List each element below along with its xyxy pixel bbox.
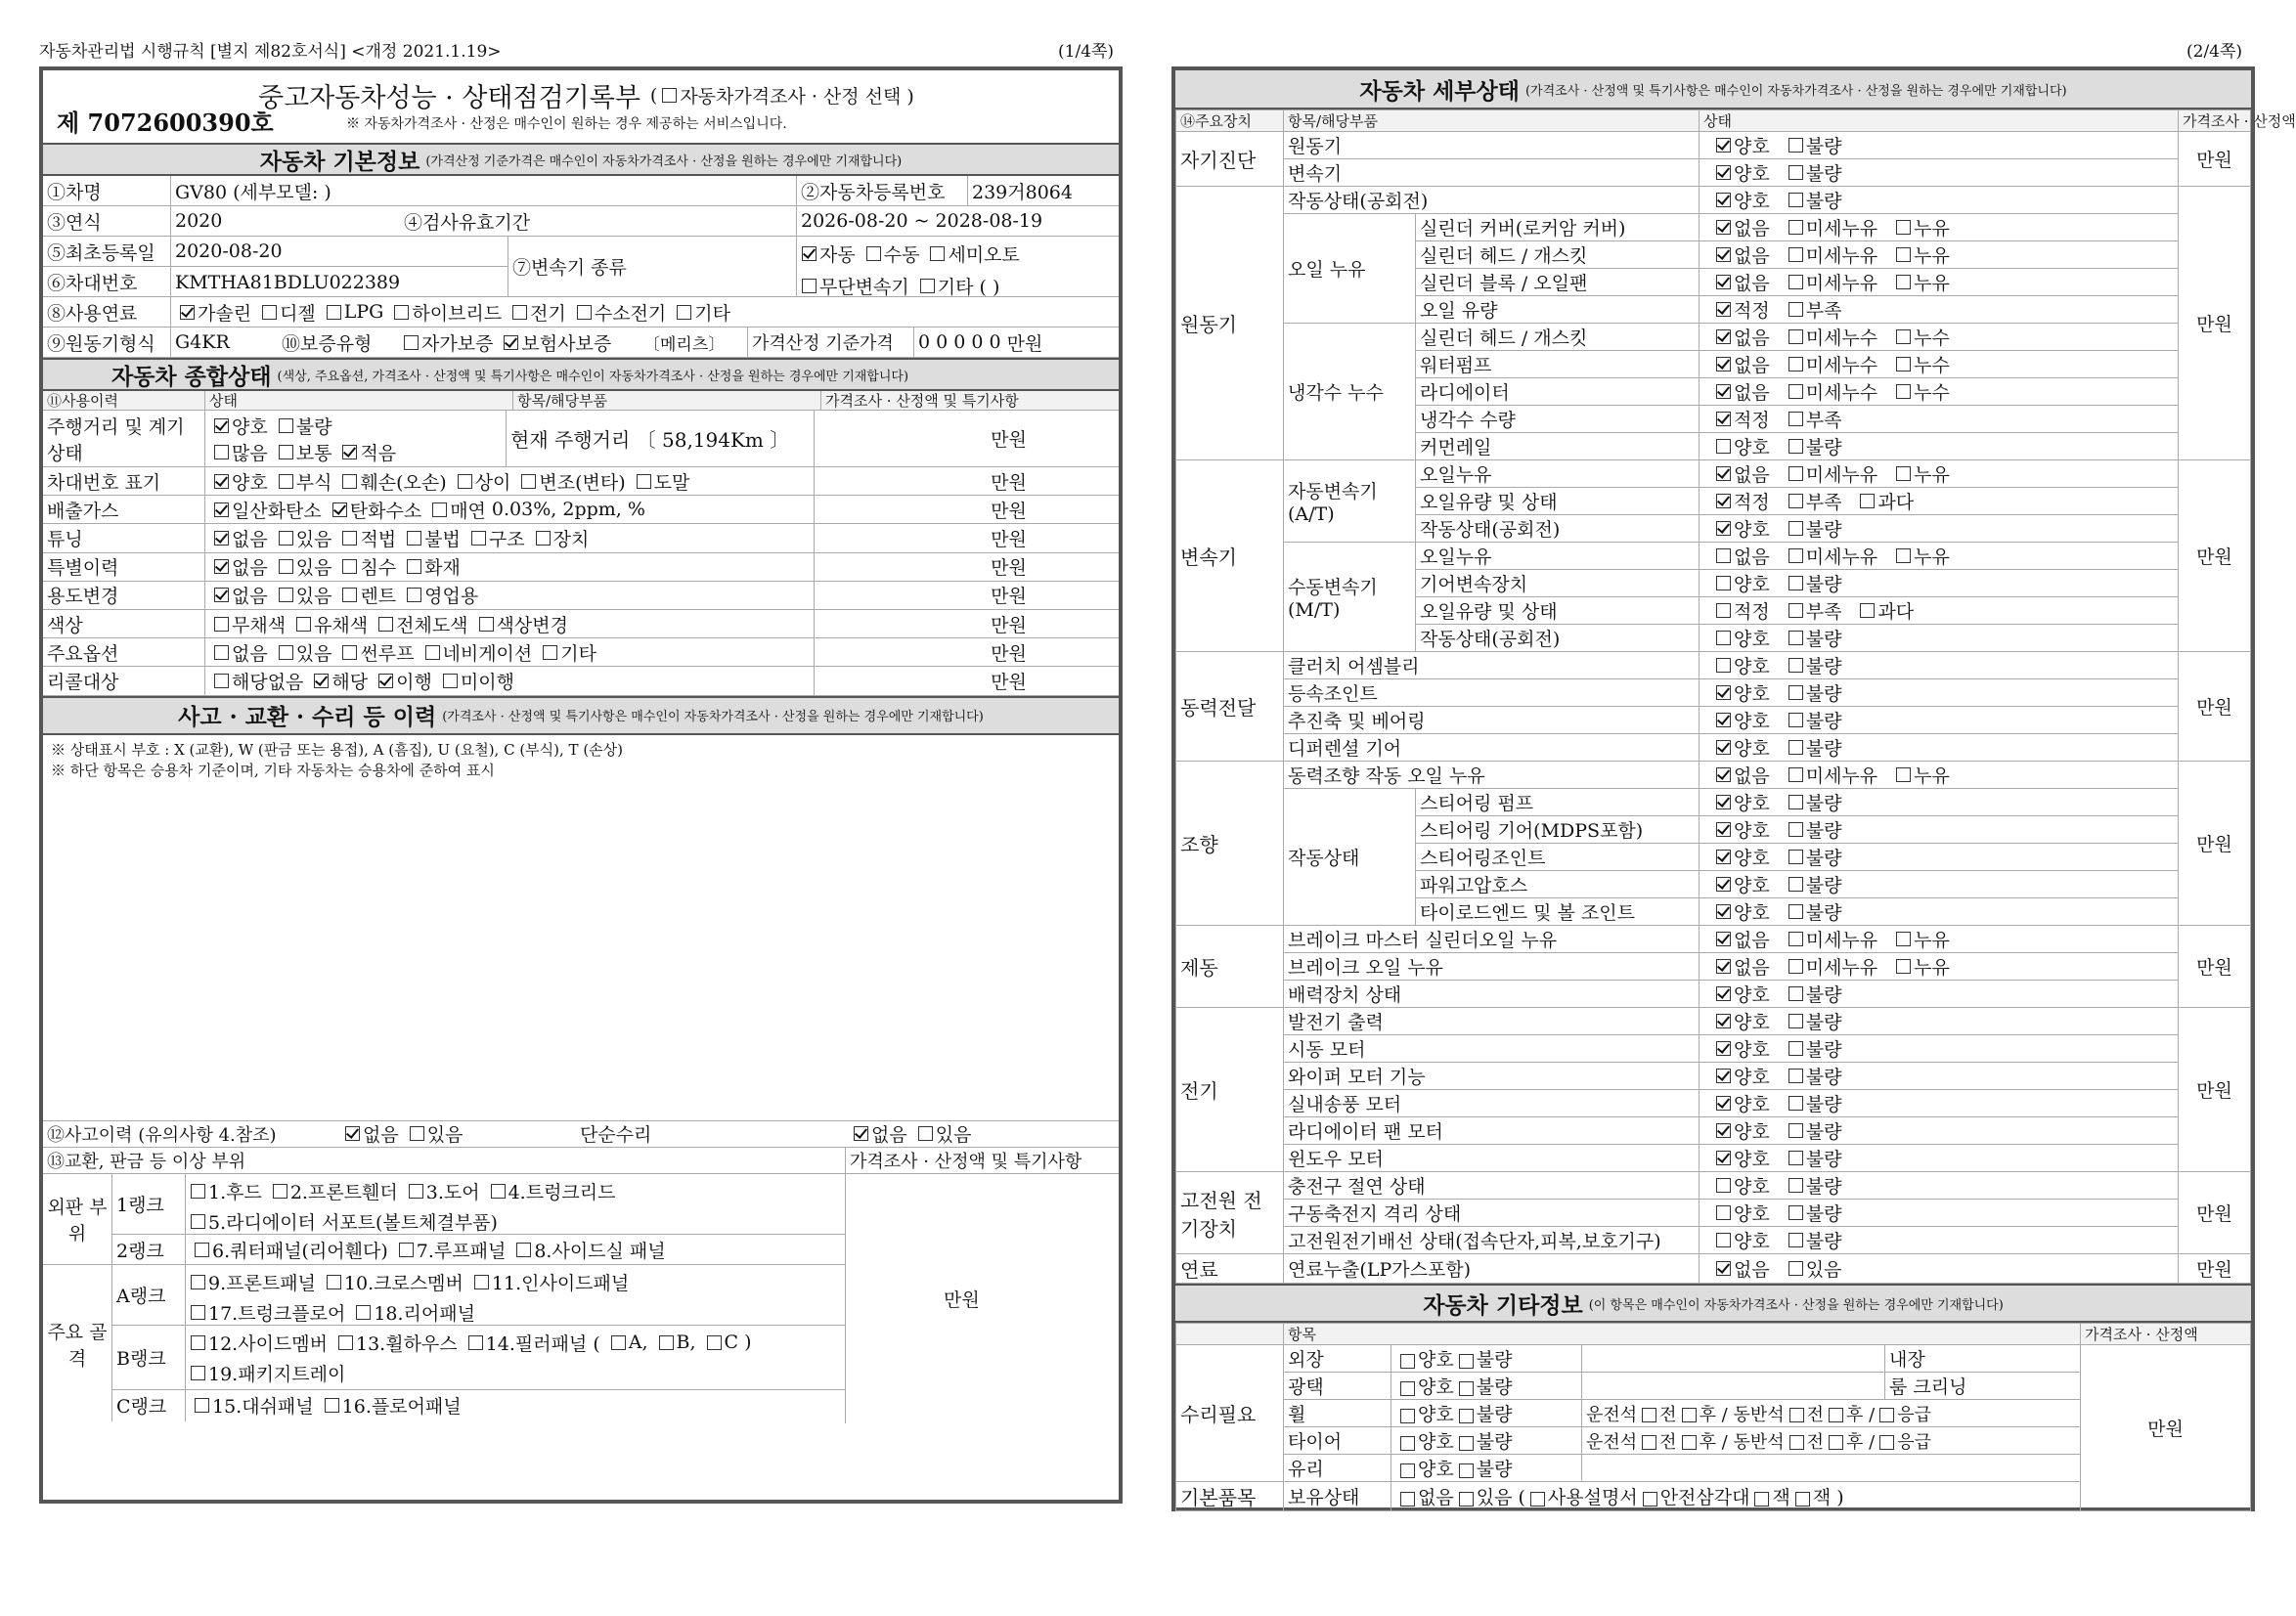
option-checkbox[interactable] <box>1716 850 1731 864</box>
option-checkbox[interactable] <box>1788 959 1803 974</box>
option-checkbox[interactable] <box>1788 740 1803 755</box>
detail-row: 냉각수 수량 적정 부족 <box>1176 406 2251 433</box>
detail-row: 동력전달 클러치 어셈블리 양호 불량 만원 <box>1176 652 2251 679</box>
option-checkbox[interactable] <box>1716 986 1731 1001</box>
option-checkbox[interactable] <box>1716 138 1731 153</box>
detail-row: 원동기 작동상태(공회전) 양호 불량 만원 <box>1176 187 2251 214</box>
option-checkbox[interactable] <box>1716 1069 1731 1083</box>
option-checkbox[interactable] <box>1788 220 1803 235</box>
option-checkbox[interactable] <box>1716 877 1731 892</box>
option-checkbox[interactable] <box>332 502 347 517</box>
overall-row: 주요옵션 없음 있음 썬루프 네비게이션 기타 만원 <box>43 638 1119 667</box>
option-checkbox[interactable] <box>1716 220 1731 235</box>
option-checkbox[interactable] <box>1896 466 1911 481</box>
option-checkbox[interactable] <box>214 674 229 688</box>
page-number-1: (1/4쪽) <box>1058 42 1115 62</box>
option-checkbox[interactable] <box>1896 384 1911 399</box>
option-checkbox[interactable] <box>214 418 229 433</box>
option-checkbox[interactable] <box>407 588 421 602</box>
option-checkbox[interactable] <box>407 531 421 546</box>
status-legend: ※ 상태표시 부호 : X (교환), W (판금 또는 용접), A (흠집), U (요철), C (부식), T (손상) <box>51 740 624 759</box>
option-checkbox[interactable] <box>1896 767 1911 782</box>
option-checkbox[interactable] <box>279 474 293 489</box>
detail-row: 변속기 자동변속기 (A/T) 오일누유 없음 미세누유 누유 만원 <box>1176 460 2251 488</box>
option-checkbox[interactable] <box>1788 1096 1803 1111</box>
option-checkbox[interactable] <box>1716 1014 1731 1028</box>
option-checkbox[interactable] <box>1788 795 1803 809</box>
option-checkbox[interactable] <box>1716 932 1731 946</box>
option-checkbox[interactable] <box>1788 1123 1803 1138</box>
detail-row: 파워고압호스 양호 불량 <box>1176 871 2251 898</box>
overall-row: 특별이력 없음 있음 침수 화재 만원 <box>43 553 1119 582</box>
option-checkbox[interactable] <box>1716 1178 1731 1193</box>
engine-type: G4KR <box>170 328 278 357</box>
option-checkbox[interactable] <box>378 617 393 632</box>
option-checkbox[interactable] <box>1788 603 1803 618</box>
option-checkbox[interactable] <box>1788 521 1803 536</box>
option-checkbox[interactable] <box>1716 329 1731 344</box>
detail-row: 윈도우 모터 양호 불량 <box>1176 1145 2251 1172</box>
option-checkbox[interactable] <box>1788 904 1803 919</box>
option-checkbox[interactable] <box>1716 576 1731 590</box>
option-checkbox[interactable] <box>1788 302 1803 317</box>
option-checkbox[interactable] <box>1716 193 1731 207</box>
price-select-checkbox[interactable] <box>662 88 677 103</box>
option-checkbox[interactable] <box>342 559 357 574</box>
option-checkbox[interactable] <box>1716 357 1731 371</box>
trans-auto-checkbox[interactable] <box>802 246 817 261</box>
detail-row: 조향 동력조향 작동 오일 누유 없음 미세누유 누유 만원 <box>1176 762 2251 789</box>
detail-row: 시동 모터 양호 불량 <box>1176 1035 2251 1063</box>
detail-row: 실내송풍 모터 양호 불량 <box>1176 1090 2251 1117</box>
doc-number: 제 7072600390호 <box>57 109 274 137</box>
option-checkbox[interactable] <box>279 645 293 660</box>
option-checkbox[interactable] <box>1788 1178 1803 1193</box>
vin: KMTHA81BDLU022389 <box>170 267 508 297</box>
option-checkbox[interactable] <box>1716 822 1731 837</box>
option-checkbox[interactable] <box>1716 603 1731 618</box>
option-checkbox[interactable] <box>279 588 293 602</box>
detail-row: 수동변속기 (M/T) 오일누유 없음 미세누유 누유 <box>1176 543 2251 570</box>
option-checkbox[interactable] <box>1716 1205 1731 1220</box>
option-checkbox[interactable] <box>458 474 472 489</box>
overall-row: 튜닝 없음 있음 적법 불법 구조 장치 만원 <box>43 524 1119 552</box>
option-checkbox[interactable] <box>471 531 486 546</box>
detail-row: 추진축 및 베어링 양호 불량 <box>1176 707 2251 734</box>
detail-row: 배력장치 상태 양호 불량 <box>1176 981 2251 1008</box>
option-checkbox[interactable] <box>1788 932 1803 946</box>
option-checkbox[interactable] <box>1788 685 1803 700</box>
doc-note: ※ 자동차가격조사 · 산정은 매수인이 원하는 경우 제공하는 서비스입니다. <box>346 116 787 132</box>
detail-row: 브레이크 오일 누유 없음 미세누유 누유 <box>1176 953 2251 981</box>
detail-row: 와이퍼 모터 기능 양호 불량 <box>1176 1063 2251 1090</box>
option-checkbox[interactable] <box>1788 986 1803 1001</box>
option-checkbox[interactable] <box>1716 466 1731 481</box>
option-checkbox[interactable] <box>521 474 536 489</box>
option-checkbox[interactable] <box>1788 247 1803 262</box>
detail-row: 등속조인트 양호 불량 <box>1176 679 2251 707</box>
option-checkbox[interactable] <box>314 674 329 688</box>
detail-row: 변속기 양호 불량 <box>1176 159 2251 187</box>
option-checkbox[interactable] <box>443 674 458 688</box>
fuel-row: ⑧사용연료 가솔린 디젤 LPG 하이브리드 전기 수소전기 기타 <box>43 297 1119 328</box>
detail-row: 기어변속장치 양호 불량 <box>1176 570 2251 597</box>
page-number-2: (2/4쪽) <box>2186 42 2243 62</box>
detail-row: 고전원전기배선 상태(접속단자,피복,보호기구) 양호 불량 <box>1176 1227 2251 1254</box>
detail-row: 실린더 헤드 / 개스킷 없음 미세누유 누유 <box>1176 241 2251 269</box>
option-checkbox[interactable] <box>279 418 293 433</box>
option-checkbox[interactable] <box>1788 713 1803 727</box>
option-checkbox[interactable] <box>342 645 357 660</box>
option-checkbox[interactable] <box>1788 767 1803 782</box>
basic-info-title: 자동차 기본정보 (가격산정 기준가격은 매수인이 자동차가격조사 · 산정을 원하는 경우에만 기재합니다) <box>43 143 1119 176</box>
option-checkbox[interactable] <box>1716 713 1731 727</box>
option-checkbox[interactable] <box>1788 658 1803 673</box>
option-checkbox[interactable] <box>637 474 651 489</box>
option-checkbox[interactable] <box>1788 357 1803 371</box>
option-checkbox[interactable] <box>1788 384 1803 399</box>
first-reg: 2020-08-20 <box>170 237 508 266</box>
detail-row: 오일 유량 적정 부족 <box>1176 296 2251 324</box>
page-1: 중고자동차성능 · 상태점검기록부 ( 자동차가격조사 · 산정 선택 ) 제 7072600390호 ※ 자동차가격조사 · 산정은 매수인이 원하는 경우 제공하는 서비스입니다. 자동차 기본정보 (가격산정 기준가격은 매수인이 자동차가격조사 · 산정을 원하는 경우에만 기재합니다) ①차명 GV80 (세부모델: ) ②자동차등록번호 239거8064 ③연식 2020 ④검사유효기간 2026-08-20 ~ 2028-08-19 ⑤최초등록일 2020-08-20 ⑥차대번호 KMTHA81BDLU022389 ⑦변속기 종류 자동 수동 세미오토 무단변속기 기타 ( ) ⑧사용연료 가솔린 디젤 LPG 하이브리드 전기 수소전기 기타 ⑨원동기형식 G4KR ⑩보증유형 자가보증 보험사보증 〔메리츠〕 가격산정 기준가격 0 0 0 0 0 만원 자동차 종합상태 (색상, 주요옵션, 가격조사 · 산정액 및 특기사항은 매수인이 자동차가격조사 · 산정을 원하는 경우에만 기재합니다) ⑪사용이력 상태 항목/해당부품 가격조사 · 산정액 및 특기사항 주행거리 및 계기상태 양호 불량 많음 보통 적음 현재 주행거리 〔 58,194Km 〕 만원 차대번호 표기 양호 부식 훼손(오손) 상이 변조(변타) 도말 만원 배출가스 일산화탄소 탄화수소 매연 0.03%, 2ppm, % 만원 튜닝 없음 있음 적법 불법 구조 장치 만원 특별이력 없음 있음 침수 화재 만원 용도변경 없음 있음 렌트 영업용 만원 색상 무채색 유채색 전체도색 색상변경 만원 주요옵션 없음 있음 썬루프 네비게이션 기타 만원 리콜대상 해당없음 해당 이행 미이행 만원 사고 · 교환 · 수리 등 이력 (가격조사 · 산정액 및 특기사항은 매수인이 자동차가격조사 · 산정을 원하는 경우에만 기재합니다) ※ 상태표시 부호 : X (교환), W (판금 또는 용접), A (흠집), U (요철), C (부식), T (손상) ※ 하단 항목은 승용차 기준이며, 기타 자동차는 승용차에 준하여 표시 ⑫사고이력 (유의사항 4.참조) 없음 있음 단순수리 없음 있음 ⑬교환, 판금 등 이상 부위 가격조사 · 산정액 및 특기사항 외판 부위 1랭크 1.후드 2.프론트휀더 3.도어 4.트렁크리드 5.라디에이터 서포트(볼트체결부품) 2랭크 6.쿼터패널(리어휀다) 7.루프패널 8.사이드실 패널 주요 골격 A랭크 9.프론트패널 10.크로스멤버 11.인사이드패널 17.트렁크플로어 18.리어패널 B랭크 12.사이드멤버 13.휠하우스 14.필러패널 ( A, B, C ) 19.패키지트레이 C랭크 15.대쉬패널 16.플로어패널 만원 <box>39 66 1123 1504</box>
detail-row: 작동상태(공회전) 양호 불량 <box>1176 515 2251 543</box>
page-2: 자동차 세부상태 (가격조사 · 산정액 및 특기사항은 매수인이 자동차가격조사 · 산정을 원하는 경우에만 기재합니다) ⑭주요장치 항목/해당부품 상태 가격조사 · 산정액 자기진단 원동기 양호 불량 만원 변속기 양호 불량 원동기 작동상태(공회전) 양호 불량 만원 오일 누유 실린더 커버(로커암 커버) 없음 미세누유 누유 실린더 헤드 / 개스킷 없음 미세누유 누유 실린더 블록 / 오일팬 없음 미세누유 누유 오일 유량 적정 부족 냉각수 누수 실린더 헤드 / 개스킷 없음 미세누수 누수 워터펌프 없음 미세누수 누수 라디에이터 없음 미세누수 누수 냉각수 수량 적정 부족 커먼레일 양호 불량 변속기 자동변속기 (A/T) 오일누유 없음 미세누유 누유 만원 오일유량 및 상태 적정 부족 과다 작동상태(공회전) 양호 불량 수동변속기 (M/T) 오일누유 없음 미세누유 누유 기어변속장치 양호 불량 오일유량 및 상태 적정 부족 과다 작동상태(공회전) 양호 불량 동력전달 클러치 어셈블리 양호 불량 만원 등속조인트 양호 불량 추진축 및 베어링 양호 불량 디퍼렌셜 기어 양호 불량 조향 동력조향 작동 오일 누유 없음 미세누유 누유 만원 작동상태 스티어링 펌프 양호 불량 스티어링 기어(MDPS포함) 양호 불량 스티어링조인트 양호 불량 파워고압호스 양호 불량 타이로드엔드 및 볼 조인트 양호 불량 제동 브레이크 마스터 실린더오일 누유 없음 미세누유 누유 만원 브레이크 오일 누유 없음 미세누유 누유 배력장치 상태 양호 불량 전기 발전기 출력 양호 불량 만원 시동 모터 양호 불량 와이퍼 모터 기능 양호 불량 실내송풍 모터 양호 불량 라디에이터 팬 모터 양호 불량 윈도우 모터 양호 불량 고전원 전기장치 충전구 절연 상태 양호 불량 만원 구동축전지 격리 상태 양호 불량 고전원전기배선 상태(접속단자,피복,보호기구) 양호 불량 연료 연료누출(LP가스포함) 없음 있음 만원 자동차 기타정보 (이 항목은 매수인이 자동차가격조사 · 산정을 원하는 경우에만 기재합니다) 항목 가격조사 · 산정액 수리필요 외장 양호 불량 내장 만원 광택 양호 불량 룸 크리닝 휠 양호 불량 운전석 전 후 / 동반석 전 후 / 응급 타이어 양호 불량 운전석 전 후 / 동반석 전 후 / 응급 유리 양호 불량 기본품목 보유상태 없음 있음 ( 사용설명서 안전삼각대 잭 잭 ) <box>1171 66 2255 1511</box>
option-checkbox[interactable] <box>378 674 393 688</box>
detail-row: 작동상태(공회전) 양호 불량 <box>1176 625 2251 652</box>
doc-title-block: 중고자동차성능 · 상태점검기록부 ( 자동차가격조사 · 산정 선택 ) 제 7072600390호 ※ 자동차가격조사 · 산정은 매수인이 원하는 경우 제공하는 서비스입니다. <box>43 70 1119 143</box>
option-checkbox[interactable] <box>1788 1233 1803 1247</box>
detail-row: 연료 연료누출(LP가스포함) 없음 있음 만원 <box>1176 1254 2251 1284</box>
option-checkbox[interactable] <box>1896 932 1911 946</box>
detail-row: 구동축전지 격리 상태 양호 불량 <box>1176 1200 2251 1227</box>
detail-row: 작동상태 스티어링 펌프 양호 불량 <box>1176 789 2251 816</box>
option-checkbox[interactable] <box>1716 548 1731 563</box>
option-checkbox[interactable] <box>1716 1096 1731 1111</box>
option-checkbox[interactable] <box>1716 494 1731 508</box>
option-checkbox[interactable] <box>1716 439 1731 454</box>
option-checkbox[interactable] <box>407 559 421 574</box>
option-checkbox[interactable] <box>1788 548 1803 563</box>
option-checkbox[interactable] <box>1788 138 1803 153</box>
option-checkbox[interactable] <box>1788 1151 1803 1165</box>
option-checkbox[interactable] <box>1716 521 1731 536</box>
model-year: 2020 <box>170 206 400 236</box>
option-checkbox[interactable] <box>342 588 357 602</box>
option-checkbox[interactable] <box>1860 494 1875 508</box>
option-checkbox[interactable] <box>536 531 551 546</box>
option-checkbox[interactable] <box>1716 384 1731 399</box>
detail-row: 실린더 블록 / 오일팬 없음 미세누유 누유 <box>1176 269 2251 296</box>
option-checkbox[interactable] <box>342 445 357 459</box>
detail-row: 워터펌프 없음 미세누수 누수 <box>1176 351 2251 378</box>
detail-row: 스티어링조인트 양호 불량 <box>1176 844 2251 871</box>
option-checkbox[interactable] <box>425 645 440 660</box>
option-checkbox[interactable] <box>1788 1261 1803 1276</box>
option-checkbox[interactable] <box>1788 329 1803 344</box>
option-checkbox[interactable] <box>1716 1151 1731 1165</box>
option-checkbox[interactable] <box>214 502 229 517</box>
option-checkbox[interactable] <box>1788 631 1803 645</box>
option-checkbox[interactable] <box>1788 877 1803 892</box>
option-checkbox[interactable] <box>279 531 293 546</box>
detail-row: 라디에이터 팬 모터 양호 불량 <box>1176 1117 2251 1145</box>
option-checkbox[interactable] <box>432 502 447 517</box>
reg-number: 239거8064 <box>967 176 1119 205</box>
option-checkbox[interactable] <box>1896 959 1911 974</box>
option-checkbox[interactable] <box>1788 1069 1803 1083</box>
detail-row: 오일 누유 실린더 커버(로커암 커버) 없음 미세누유 누유 <box>1176 214 2251 241</box>
detail-table: ⑭주요장치 항목/해당부품 상태 가격조사 · 산정액 자기진단 원동기 양호 불량 만원 변속기 양호 불량 원동기 작동상태(공회전) 양호 불량 만원 오일 누유 실린더 커버(로커암 커버) 없음 미세누유 누유 실린더 헤드 / 개스킷 없음 미세누유 누유 실린더 블록 / 오일팬 없음 미세누유 누유 오일 유량 적정 부족 냉각수 누수 실린더 헤드 / 개스킷 없음 미세누수 누수 워터펌프 없음 미세누수 누수 라디에이터 없음 미세누수 누수 냉각수 수량 적정 부족 커먼레일 양호 불량 변속기 자동변속기 (A/T) 오일누유 없음 미세누유 누유 만원 오일유량 및 상태 적정 부족 과다 작동상태(공회전) 양호 불량 수동변속기 (M/T) 오일누유 없음 미세누유 누유 기어변속장치 양호 불량 오일유량 및 상태 적정 부족 과다 작동상태(공회전) 양호 불량 동력전달 클러치 어셈블리 양호 불량 만원 등속조인트 양호 불량 추진축 및 베어링 양호 불량 디퍼렌셜 기어 양호 불량 조향 동력조향 작동 오일 누유 없음 미세누유 누유 만원 작동상태 스티어링 펌프 양호 불량 스티어링 기어(MDPS포함) 양호 불량 스티어링조인트 양호 불량 파워고압호스 양호 불량 타이로드엔드 및 볼 조인트 양호 불량 제동 브레이크 마스터 실린더오일 누유 없음 미세누유 누유 만원 브레이크 오일 누유 없음 미세누유 누유 배력장치 상태 양호 불량 전기 발전기 출력 양호 불량 만원 시동 모터 양호 불량 와이퍼 모터 기능 양호 불량 실내송풍 모터 양호 불량 라디에이터 팬 모터 양호 불량 윈도우 모터 양호 불량 고전원 전기장치 충전구 절연 상태 양호 불량 만원 구동축전지 격리 상태 양호 불량 고전원전기배선 상태(접속단자,피복,보호기구) 양호 불량 연료 연료누출(LP가스포함) 없음 있음 만원 <box>1175 109 2251 1284</box>
option-checkbox[interactable] <box>214 559 229 574</box>
detail-row: 스티어링 기어(MDPS포함) 양호 불량 <box>1176 816 2251 844</box>
option-checkbox[interactable] <box>1788 850 1803 864</box>
option-checkbox[interactable] <box>1716 658 1731 673</box>
option-checkbox[interactable] <box>1716 685 1731 700</box>
option-checkbox[interactable] <box>1860 603 1875 618</box>
overall-row: 색상 무채색 유채색 전체도색 색상변경 만원 <box>43 610 1119 638</box>
option-checkbox[interactable] <box>342 474 357 489</box>
option-checkbox[interactable] <box>543 645 557 660</box>
option-checkbox[interactable] <box>296 617 311 632</box>
option-checkbox[interactable] <box>1788 1014 1803 1028</box>
option-checkbox[interactable] <box>1716 904 1731 919</box>
detail-row: 커먼레일 양호 불량 <box>1176 433 2251 460</box>
detail-row: 전기 발전기 출력 양호 불량 만원 <box>1176 1008 2251 1035</box>
car-name: GV80 (세부모델: ) <box>170 176 796 205</box>
option-checkbox[interactable] <box>479 617 494 632</box>
option-checkbox[interactable] <box>214 474 229 489</box>
option-checkbox[interactable] <box>1788 494 1803 508</box>
option-checkbox[interactable] <box>214 645 229 660</box>
option-checkbox[interactable] <box>1716 247 1731 262</box>
option-checkbox[interactable] <box>1716 631 1731 645</box>
option-checkbox[interactable] <box>1788 576 1803 590</box>
option-checkbox[interactable] <box>214 531 229 546</box>
form-header: 자동차관리법 시행규칙 [별지 제82호서식] <개정 2021.1.19> <box>39 42 502 62</box>
option-checkbox[interactable] <box>1716 795 1731 809</box>
option-checkbox[interactable] <box>1788 165 1803 180</box>
option-checkbox[interactable] <box>1716 959 1731 974</box>
detail-row: 라디에이터 없음 미세누수 누수 <box>1176 378 2251 406</box>
option-checkbox[interactable] <box>1896 247 1911 262</box>
option-checkbox[interactable] <box>1716 302 1731 317</box>
option-checkbox[interactable] <box>279 445 293 459</box>
detail-row: 디퍼렌셜 기어 양호 불량 <box>1176 734 2251 762</box>
option-checkbox[interactable] <box>1716 1261 1731 1276</box>
option-checkbox[interactable] <box>1716 275 1731 289</box>
overall-row: 리콜대상 해당없음 해당 이행 미이행 만원 <box>43 667 1119 695</box>
overall-row: 주행거리 및 계기상태 양호 불량 많음 보통 적음 현재 주행거리 〔 58,194Km 〕 만원 <box>43 411 1119 467</box>
option-checkbox[interactable] <box>1896 357 1911 371</box>
option-checkbox[interactable] <box>1788 412 1803 426</box>
option-checkbox[interactable] <box>1716 1233 1731 1247</box>
option-checkbox[interactable] <box>214 617 229 632</box>
option-checkbox[interactable] <box>1716 1123 1731 1138</box>
option-checkbox[interactable] <box>1788 822 1803 837</box>
option-checkbox[interactable] <box>1788 193 1803 207</box>
valid-period: 2026-08-20 ~ 2028-08-19 <box>796 206 1119 236</box>
other-info-table: 항목 가격조사 · 산정액 수리필요 외장 양호 불량 내장 만원 광택 양호 불량 룸 크리닝 휠 양호 불량 운전석 전 후 / 동반석 전 후 / 응급 타이어 양호 불량 운전석 전 후 / 동반석 전 후 / 응급 유리 양호 불량 기본품목 보유상태 없음 있음 ( 사용설명서 안전삼각대 잭 잭 ) <box>1175 1323 2251 1511</box>
detail-row: 자기진단 원동기 양호 불량 만원 <box>1176 132 2251 159</box>
detail-row: 고전원 전기장치 충전구 절연 상태 양호 불량 만원 <box>1176 1172 2251 1200</box>
option-checkbox[interactable] <box>214 445 229 459</box>
detail-row: 오일유량 및 상태 적정 부족 과다 <box>1176 488 2251 515</box>
doc-title: 중고자동차성능 · 상태점검기록부 <box>258 83 640 113</box>
option-checkbox[interactable] <box>1896 329 1911 344</box>
detail-row: 제동 브레이크 마스터 실린더오일 누유 없음 미세누유 누유 만원 <box>1176 926 2251 953</box>
option-checkbox[interactable] <box>1716 1041 1731 1056</box>
option-checkbox[interactable] <box>1896 275 1911 289</box>
option-checkbox[interactable] <box>1788 275 1803 289</box>
option-checkbox[interactable] <box>1788 439 1803 454</box>
option-checkbox[interactable] <box>1896 220 1911 235</box>
option-checkbox[interactable] <box>342 531 357 546</box>
option-checkbox[interactable] <box>1716 767 1731 782</box>
detail-row: 오일유량 및 상태 적정 부족 과다 <box>1176 597 2251 625</box>
overall-row: 용도변경 없음 있음 렌트 영업용 만원 <box>43 582 1119 610</box>
detail-row: 타이로드엔드 및 볼 조인트 양호 불량 <box>1176 898 2251 926</box>
option-checkbox[interactable] <box>1716 165 1731 180</box>
option-checkbox[interactable] <box>1896 548 1911 563</box>
option-checkbox[interactable] <box>1716 412 1731 426</box>
overall-row: 배출가스 일산화탄소 탄화수소 매연 0.03%, 2ppm, % 만원 <box>43 496 1119 524</box>
detail-row: 냉각수 누수 실린더 헤드 / 개스킷 없음 미세누수 누수 <box>1176 324 2251 351</box>
option-checkbox[interactable] <box>279 559 293 574</box>
option-checkbox[interactable] <box>214 588 229 602</box>
option-checkbox[interactable] <box>1788 1041 1803 1056</box>
option-checkbox[interactable] <box>1788 1205 1803 1220</box>
option-checkbox[interactable] <box>1788 466 1803 481</box>
option-checkbox[interactable] <box>1716 740 1731 755</box>
overall-row: 차대번호 표기 양호 부식 훼손(오손) 상이 변조(변타) 도말 만원 <box>43 467 1119 496</box>
